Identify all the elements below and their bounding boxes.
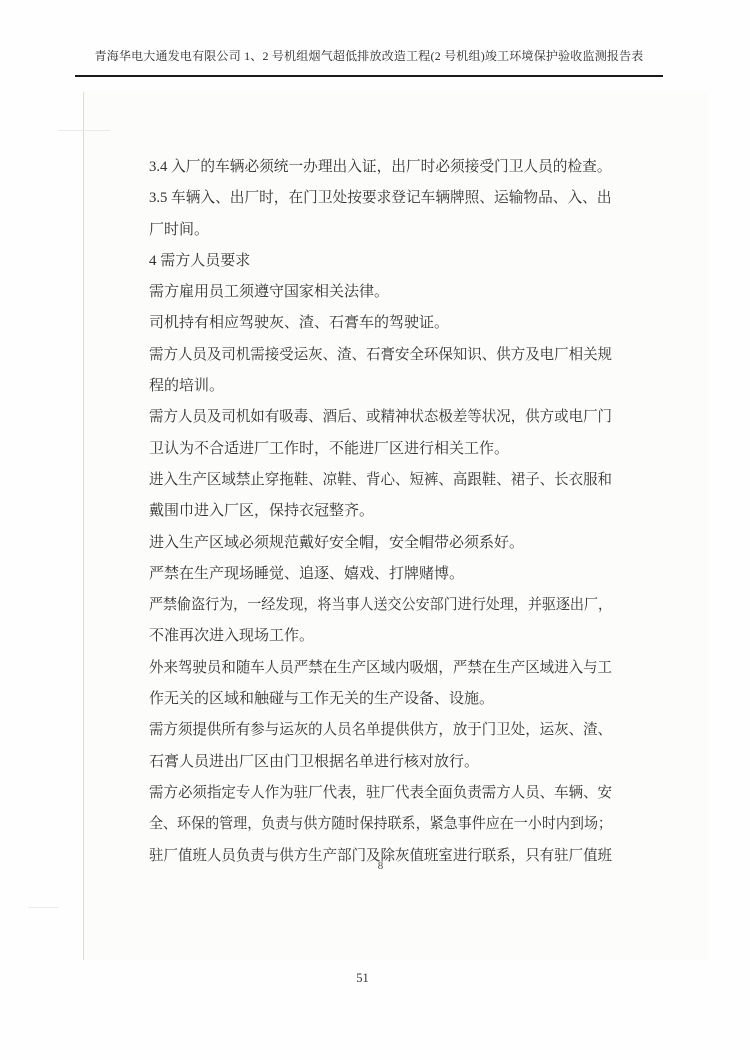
text-line: 全、环保的管理，负责与供方随时保持联系，紧急事件应在一小时内到场； — [149, 816, 613, 833]
inner-scan-page-number: 8 — [377, 860, 384, 872]
text-line: 石膏人员进出厂区由门卫根据名单进行核对放行。 — [149, 753, 480, 770]
text-line: 进入生产区域必须规范戴好安全帽，安全帽带必须系好。 — [149, 534, 525, 551]
text-line: 程的培训。 — [149, 378, 225, 395]
text-line: 需方人员及司机如有吸毒、酒后、或精神状态极差等状况，供方或电厂门 — [149, 409, 613, 426]
scan-artifact — [58, 130, 110, 131]
header-rule — [75, 75, 663, 77]
text-line: 作无关的区域和触碰与工作无关的生产设备、设施。 — [149, 691, 495, 708]
text-line: 需方人员及司机需接受运灰、渣、石膏安全环保知识、供方及电厂相关规 — [149, 346, 613, 363]
text-line: 厂时间。 — [149, 221, 210, 238]
scan-edge-line — [83, 92, 84, 960]
text-line: 戴围巾进入厂区，保持衣冠整齐。 — [149, 503, 375, 520]
footer-page-number: 51 — [356, 971, 369, 985]
text-line: 需方雇用员工须遵守国家相关法律。 — [149, 284, 390, 301]
text-line: 卫认为不合适进厂工作时，不能进厂区进行相关工作。 — [149, 440, 510, 457]
report-header-title: 青海华电大通发电有限公司 1、2 号机组烟气超低排放改造工程(2 号机组)竣工环境保护验收监测报告表 — [94, 49, 644, 63]
text-line: 外来驾驶员和随车人员严禁在生产区域内吸烟，严禁在生产区域进入与工 — [149, 659, 613, 676]
text-line: 需方须提供所有参与运灰的人员名单提供供方，放于门卫处，运灰、渣、 — [149, 722, 613, 739]
text-line: 进入生产区域禁止穿拖鞋、凉鞋、背心、短裤、高跟鞋、裙子、长衣服和 — [149, 471, 613, 488]
text-line: 严禁偷盗行为，一经发现，将当事人送交公安部门进行处理，并驱逐出厂， — [149, 597, 613, 614]
text-line: 严禁在生产现场睡觉、追逐、嬉戏、打牌赌博。 — [149, 565, 465, 582]
section-heading: 4 需方人员要求 — [149, 252, 251, 269]
text-line: 司机持有相应驾驶灰、渣、石膏车的驾驶证。 — [149, 315, 450, 332]
text-line: 需方必须指定专人作为驻厂代表，驻厂代表全面负责需方人员、车辆、安 — [149, 784, 613, 801]
document-body — [149, 152, 612, 872]
text-line: 驻厂值班人员负责与供方生产部门及除灰值班室进行联系，只有驻厂值班 — [149, 847, 613, 864]
text-line: 3.5 车辆入、出厂时，在门卫处按要求登记车辆牌照、运输物品、入、出 — [149, 190, 612, 207]
text-line: 3.4 入厂的车辆必须统一办理出入证，出厂时必须接受门卫人员的检查。 — [149, 159, 612, 175]
text-line: 不准再次进入现场工作。 — [149, 628, 315, 645]
scan-artifact — [28, 907, 58, 908]
